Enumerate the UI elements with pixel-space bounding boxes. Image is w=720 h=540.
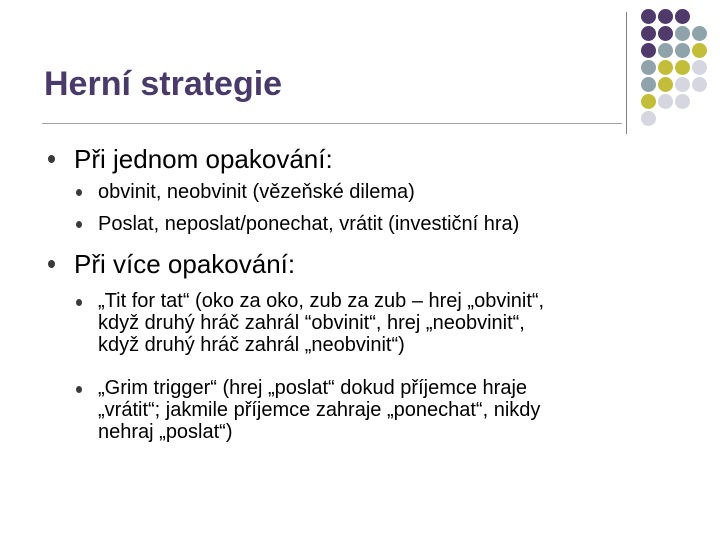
decorative-dot [658,77,673,92]
bullet-level1: Při více opakování: [74,249,296,279]
vertical-divider [626,12,627,134]
bullet-line: když druhý hráč zahrál “obvinit“, hrej „neobvinit“, [98,312,525,334]
decorative-dot [641,94,656,109]
decorative-dot [675,60,690,75]
bullet-dot [76,386,82,393]
bullet-level2 [98,213,519,235]
bullet-line: když druhý hráč zahrál „neobvinit“) [98,334,405,356]
bullet-line: „Grim trigger“ (hrej „poslat“ dokud příjemce hraje [98,377,528,399]
bullet-dot [48,155,55,163]
bullet-line: „vrátit“; jakmile příjemce zahraje „ponechat“, nikdy [98,399,541,421]
decorative-dot [641,43,656,58]
decorative-dot [692,43,707,58]
decorative-dot [641,9,656,24]
decorative-dot [658,94,673,109]
decorative-dot [658,60,673,75]
bullet-dot [76,221,82,228]
bullet-line: obvinit, neobvinit (vězeňské dilema) [98,181,415,203]
decorative-dot [692,26,707,41]
bullet-dot [76,189,82,196]
bullet-line: „Tit for tat“ (oko za oko, zub za zub – hrej „obvinit“, [98,290,545,312]
bullet-level2 [98,377,540,443]
decorative-dot [692,60,707,75]
decorative-dot [641,60,656,75]
decorative-dot [675,43,690,58]
bullet-line: Poslat, neposlat/ponechat, vrátit (investiční hra) [98,213,520,235]
decorative-dot [658,9,673,24]
bullet-dot [76,299,82,306]
decorative-dot [658,26,673,41]
bullet-line: nehraj „poslat“) [98,421,233,443]
decorative-dot [675,9,690,24]
decorative-dot [641,111,656,126]
bullet-level2 [98,290,544,356]
decorative-dot [675,94,690,109]
decorative-dot [675,26,690,41]
bullet-dot [48,260,55,268]
decorative-dot [641,26,656,41]
decorative-dot [641,77,656,92]
bullet-level2 [98,181,415,203]
bullet-level1: Při jednom opakování: [74,144,333,174]
slide-title: Herní strategie [44,65,283,103]
title-underline [42,123,622,124]
decorative-dot [658,43,673,58]
decorative-dot [675,77,690,92]
decorative-dot [692,77,707,92]
